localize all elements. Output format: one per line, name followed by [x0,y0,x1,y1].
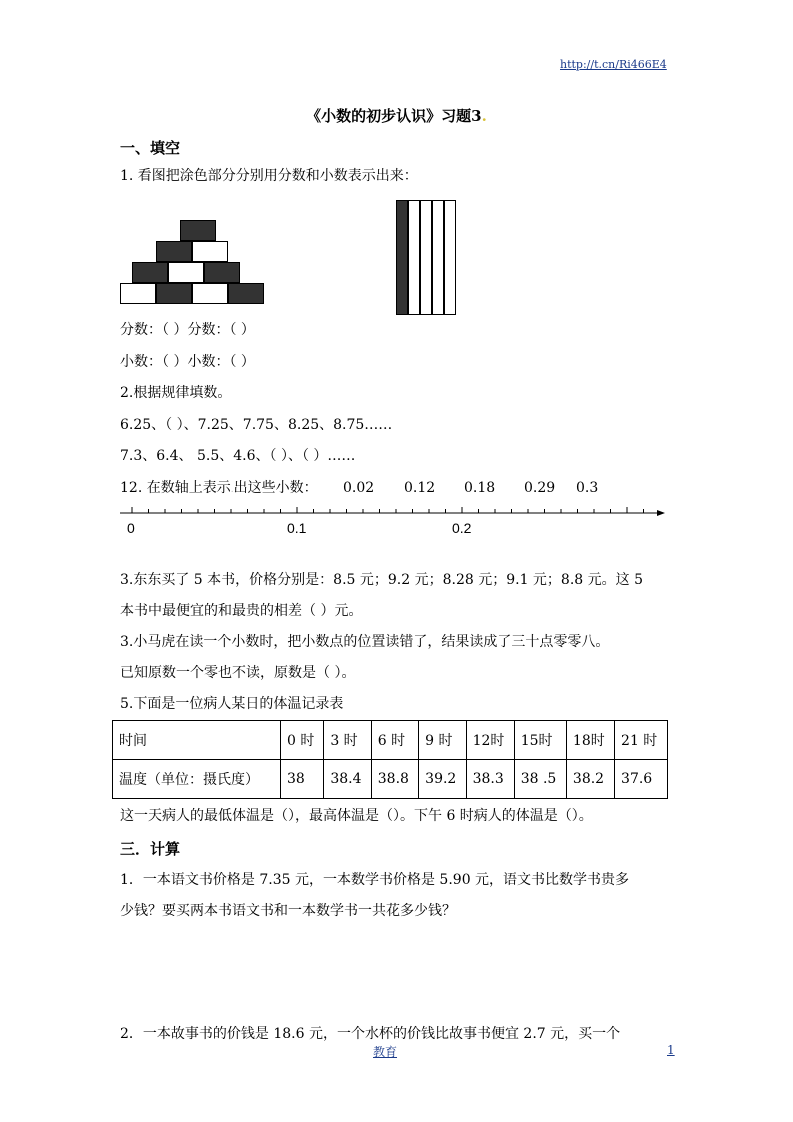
q12-value: 0.18 [464,480,496,496]
q3-decimal-line1: 3.小马虎在读一个小数时，把小数点的位置读错了，结果读成了三十点零零八。 [120,634,610,650]
temperature-table [112,720,668,799]
time-cell: 6 时 [371,721,418,760]
table-row-label: 温度（单位：摄氏度） [113,760,281,799]
axis-label-0-2: 0.2 [452,520,472,536]
q2-prompt: 2.根据规律填数。 [120,385,232,401]
temp-cell: 38.8 [371,760,418,799]
brick [180,220,216,241]
time-cell: 18时 [566,721,614,760]
time-cell: 3 时 [324,721,371,760]
time-cell: 0 时 [281,721,324,760]
brick [192,241,228,262]
brick [228,283,264,304]
q12-value: 0.29 [524,480,556,496]
q12-prompt [120,480,318,498]
axis-label-0: 0 [127,520,135,536]
fraction-answer-line: 分数：（ ）分数：（ ） [120,322,255,338]
q12-prompt-rest: 出这些小数： [233,480,318,496]
strip [432,200,444,315]
brick [192,283,228,304]
title-dot: . [481,107,487,125]
footer-page-number: 1 [667,1043,675,1057]
q2-sequence-2: 7.3、6.4、 5.5、4.6、（ ）、（ ）…… [120,448,356,464]
q2-sequence-1: 6.25、（ ）、7.25、7.75、8.25、8.75…… [120,417,393,433]
table-row [113,760,668,799]
page-title [0,105,793,126]
q5-after-text: 这一天病人的最低体温是（），最高体温是（）。下午 6 时病人的体温是（）。 [120,808,593,824]
q12-prompt-text: 12. 在数轴上表示 [120,480,231,496]
time-cell: 21 时 [615,721,668,760]
q12-value: 0.12 [404,480,436,496]
section-fill-blank-heading: 一、填空 [120,139,181,157]
temp-cell: 38 .5 [514,760,566,799]
temp-cell: 39.2 [419,760,466,799]
temp-cell: 38.2 [566,760,614,799]
brick [120,283,156,304]
temp-cell: 38.4 [324,760,371,799]
brick [156,241,192,262]
time-cell: 15时 [514,721,566,760]
time-cell: 12时 [466,721,514,760]
footer-link[interactable]: 教育 [373,1045,398,1059]
brick [156,283,192,304]
q12-value: 0.3 [576,480,599,496]
q12-prompt-mark: . [230,485,234,495]
q3-decimal-line2: 已知原数一个零也不读，原数是（ ）。 [120,665,356,681]
brick [132,262,168,283]
strip [420,200,432,315]
header-url-link[interactable]: http://t.cn/Ri466E4 [560,58,667,71]
calc1-line2: 少钱？要买两本书语文书和一本数学书一共花多少钱？ [120,903,456,919]
q12-value: 0.02 [343,480,375,496]
table-row [113,721,668,760]
q1-prompt: 1. 看图把涂色部分分别用分数和小数表示出来： [120,168,418,184]
number-line-arrow [657,510,665,516]
decimal-answer-line: 小数：（ ）小数：（ ） [120,354,255,370]
axis-label-0-1: 0.1 [287,520,307,536]
q3-books-line2: 本书中最便宜的和最贵的相差（ ）元。 [120,603,363,619]
temp-cell: 37.6 [615,760,668,799]
calc1-line1: 1．一本语文书价格是 7.35 元，一本数学书价格是 5.90 元，语文书比数学书贵多 [120,872,630,888]
brick [168,262,204,283]
strip [396,200,408,315]
calc2-line1: 2．一本故事书的价钱是 18.6 元，一个水杯的价钱比故事书便宜 2.7 元，买一个 [120,1026,621,1042]
brick [204,262,240,283]
strip [408,200,420,315]
temp-cell: 38.3 [466,760,514,799]
temp-cell: 38 [281,760,324,799]
q5-prompt: 5.下面是一位病人某日的体温记录表 [120,696,344,712]
q3-books-line1: 3.东东买了 5 本书，价格分别是：8.5 元；9.2 元；8.28 元；9.1 元；8.8 元。这 5 [120,572,644,588]
section-calc-heading: 三．计算 [120,840,181,858]
table-header-label: 时间 [113,721,281,760]
number-line [120,500,665,530]
time-cell: 9 时 [419,721,466,760]
page-title-text: 《小数的初步认识》习题3 [306,107,482,125]
strip [444,200,456,315]
